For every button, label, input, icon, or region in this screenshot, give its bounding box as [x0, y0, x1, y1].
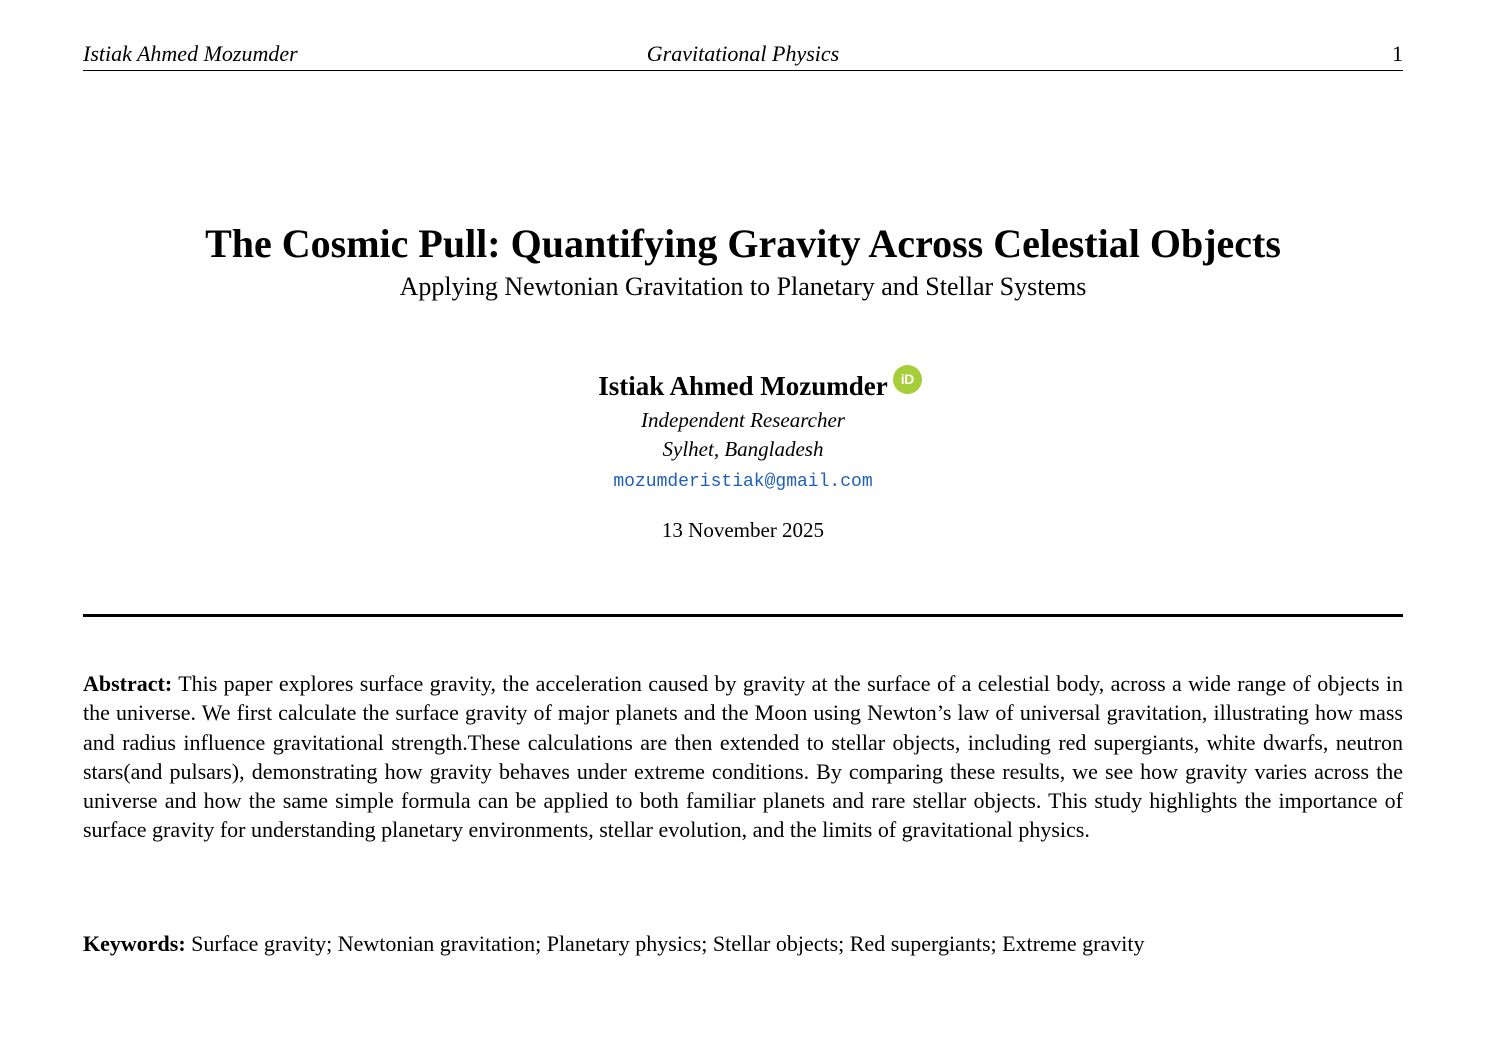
author-location: Sylhet, Bangladesh [662, 437, 824, 461]
author-name: Istiak Ahmed Mozumder [598, 371, 888, 401]
header-author: Istiak Ahmed Mozumder [83, 41, 298, 66]
keywords [83, 929, 1403, 959]
author-name-wrap [598, 366, 914, 406]
section-divider [83, 614, 1403, 617]
page-number: 1 [1392, 41, 1403, 66]
author-email-link[interactable]: mozumderistiak@gmail.com [613, 472, 873, 492]
publication-date: 13 November 2025 [661, 518, 825, 542]
keywords-text: Surface gravity; Newtonian gravitation; Planetary physics; Stellar objects; Red supergiants; Extreme gravity [191, 931, 1145, 956]
author-affiliation: Independent Researcher [641, 408, 845, 432]
title-block [83, 218, 1403, 304]
keywords-label: Keywords: [83, 931, 186, 956]
orcid-icon[interactable]: iD [893, 365, 922, 394]
abstract [83, 669, 1403, 845]
running-header [83, 38, 1403, 71]
author-block [83, 366, 1403, 545]
header-journal-title: Gravitational Physics [646, 41, 840, 66]
paper-subtitle: Applying Newtonian Gravitation to Planetary and Stellar Systems [399, 272, 1087, 301]
paper-title: The Cosmic Pull: Quantifying Gravity Across Celestial Objects [205, 221, 1281, 266]
abstract-text: This paper explores surface gravity, the acceleration caused by gravity at the surface of a celestial body, across a wide range of objects in the universe. We first calculate the surface gravity of major planets and the Moon using Newton’s law of universal gravitation, illustrating how mass and radius influence gravitational strength.These calculations are then extended to stellar objects, including red supergiants, white dwarfs, neutron stars(and pulsars), demonstrating how gravity behaves under extreme conditions. By comparing these results, we see how gravity varies across the universe and how the same simple formula can be applied to both familiar planets and rare stellar objects. This study highlights the importance of surface gravity for understanding planetary environments, stellar evolution, and the limits of gravitational physics. [83, 671, 1403, 843]
abstract-label: Abstract: [83, 671, 173, 696]
